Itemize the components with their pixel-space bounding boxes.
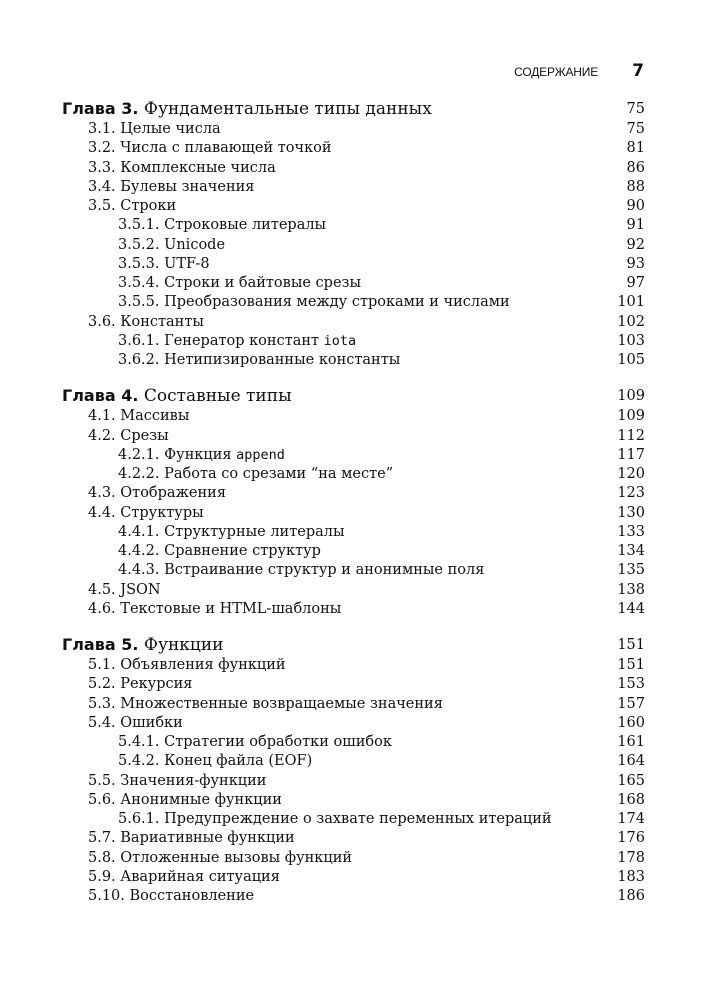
toc-entry-text: Константы [120,313,204,330]
toc-entry-number: 3.5.1. [118,217,160,234]
toc-entry-number: 3.4. [88,178,116,195]
toc-entry-text: Текстовые и HTML-шаблоны [120,600,342,617]
toc-page-number: 86 [626,159,645,176]
toc-page-number: 92 [626,236,645,253]
toc-entry-text: Сравнение структур [164,543,321,559]
toc-entry-number: 3.5.4. [118,275,160,291]
toc-entry-title [88,178,254,197]
toc-entry-number: 4.2. [88,427,116,444]
toc-entry-number: 4.3. [88,485,116,502]
toc-page-number: 151 [617,637,645,653]
toc-entry-number: 3.5.5. [118,294,160,311]
toc-page-number: 168 [617,791,645,808]
toc-entry-text: Объявления функций [120,657,286,673]
toc-chapter-title [62,98,432,120]
toc-entry[interactable] [62,542,645,561]
toc-page-number: 174 [617,811,645,827]
toc-page-number: 123 [617,485,645,502]
toc-entry-number: 5.1. [88,657,116,673]
page-number: 7 [632,61,644,81]
toc-entry[interactable] [62,427,645,446]
toc-entry[interactable] [62,313,645,332]
running-header [62,62,644,82]
toc-entry-text: Строки [120,198,177,214]
toc-chapter-name: Составные типы [143,386,292,407]
toc-chapter-heading[interactable] [62,634,645,656]
toc-entry-text: Булевы значения [120,178,255,195]
toc-entry[interactable] [62,274,645,293]
toc-entry-text: UTF-8 [164,255,210,272]
toc-chapter-name: Фундаментальные типы данных [143,99,432,119]
toc-page-number: 165 [617,772,645,789]
toc-chapter-name: Функции [143,635,224,655]
toc-entry[interactable] [62,120,645,139]
toc-entry-text: Восстановление [129,888,255,904]
toc-page-number: 178 [617,849,645,866]
toc-entry-number: 3.5.3. [118,255,160,272]
toc-entry-number: 3.6.2. [118,352,160,368]
toc-page-number: 101 [617,294,645,311]
toc-chapter-heading[interactable] [62,98,645,120]
toc-entry-title [118,255,210,274]
toc-page-number: 186 [617,888,645,904]
toc-entry-title [88,829,295,848]
toc-entry-title [88,313,204,332]
toc-page-number: 90 [626,198,645,214]
toc-entry-title [88,714,183,733]
toc-entry-text: Встраивание структур и анонимные поля [164,562,485,579]
toc-entry[interactable] [62,465,645,484]
toc-chapter-title [62,385,292,407]
toc-entry-text: Рекурсия [120,676,193,693]
toc-entry[interactable] [62,197,645,216]
toc-entry-title [88,656,286,675]
toc-entry[interactable] [62,656,645,675]
toc-entry[interactable] [62,332,645,351]
toc-entry-number: 3.6.1. [118,332,160,349]
toc-entry[interactable] [62,159,645,178]
toc-entry[interactable] [62,139,645,158]
toc-chapter-label: Глава 3. [62,99,139,118]
toc-entry-code: iota [323,332,357,349]
toc-page-number: 97 [626,275,645,291]
toc-page-number: 103 [617,332,645,349]
toc-entry-title [88,427,169,446]
toc-entry-number: 5.4. [88,714,116,731]
toc-entry[interactable] [62,504,645,523]
toc-entry-title [88,868,280,887]
toc-entry-number: 3.1. [88,121,116,137]
toc-entry[interactable] [62,675,645,694]
toc-entry-text: Числа с плавающей точкой [120,140,332,157]
toc-entry-title [88,849,352,868]
toc-entry-title [88,600,341,619]
toc-entry[interactable] [62,523,645,542]
toc-entry-number: 4.5. [88,581,116,598]
toc-page-number: 102 [617,313,645,330]
toc-entry-title [118,236,225,255]
toc-entry[interactable] [62,829,645,848]
toc-entry-number: 5.7. [88,830,116,847]
toc-entry[interactable] [62,810,645,829]
toc-entry-number: 5.10. [88,888,125,904]
toc-page-number: 93 [626,255,645,272]
toc-page-number: 161 [617,734,645,750]
toc-entry[interactable] [62,600,645,619]
toc-entry[interactable] [62,236,645,255]
toc-page-number: 109 [617,388,645,405]
toc-entry-text: Срезы [120,427,169,444]
toc-entry-number: 4.4.3. [118,562,160,579]
toc-entry-number: 4.1. [88,408,116,425]
toc-page-number: 157 [617,695,645,712]
toc-entry-text: Строки и байтовые срезы [164,275,361,291]
toc-entry-number: 5.6. [88,791,116,808]
toc-chapter-label: Глава 5. [62,635,139,654]
toc-entry-text: Генератор констант [164,332,324,349]
toc-entry-text: Массивы [120,408,190,425]
toc-entry-title [88,484,226,503]
toc-entry[interactable] [62,849,645,868]
toc-entry-text: Аварийная ситуация [120,868,280,885]
toc-entry[interactable] [62,868,645,887]
toc-entry[interactable] [62,255,645,274]
toc-entry-number: 5.4.2. [118,753,160,770]
toc-page-number: 120 [617,466,645,482]
toc-chapter-heading[interactable] [62,385,645,407]
toc-entry-title [118,523,345,542]
toc-entry-number: 4.4. [88,504,116,521]
toc-page-number: 144 [617,600,645,617]
toc-entry-title [88,139,332,158]
toc-entry-text: Предупреждение о захвате переменных итераций [164,811,552,827]
toc-entry-title [118,733,392,752]
toc-entry-number: 4.4.2. [118,543,160,559]
toc-page-number: 109 [617,408,645,425]
toc-entry-text: Структуры [120,504,204,521]
toc-page-number: 91 [626,217,645,234]
toc-entry-number: 4.6. [88,600,116,617]
toc-page-number: 75 [626,121,645,137]
toc-entry[interactable] [62,752,645,771]
toc-entry-number: 5.9. [88,868,116,885]
toc-entry-number: 4.2.1. [118,446,160,463]
toc-entry-title [118,351,400,370]
toc-entry-title [88,197,176,216]
toc-entry-text: Конец файла (EOF) [164,753,313,770]
toc-entry-text: Структурные литералы [164,523,345,540]
toc-entry[interactable] [62,351,645,370]
toc-entry-number: 5.4.1. [118,734,160,750]
toc-page-number: 88 [626,178,645,195]
toc-entry[interactable] [62,791,645,810]
running-title: СОДЕРЖАНИЕ [514,65,598,79]
toc-entry-number: 3.2. [88,140,116,157]
toc-entry-text: Стратегии обработки ошибок [164,734,392,750]
toc-entry-number: 5.5. [88,772,116,789]
toc-entry-title [118,216,326,235]
toc-entry-text: Комплексные числа [120,159,276,176]
toc-entry[interactable] [62,695,645,714]
toc-entry[interactable] [62,178,645,197]
toc-entry[interactable] [62,216,645,235]
toc-entry-number: 3.5. [88,198,116,214]
table-of-contents [62,98,645,906]
toc-entry-text: JSON [120,581,161,598]
toc-entry-title [88,407,189,426]
toc-entry-number: 3.6. [88,313,116,330]
toc-entry-number: 5.6.1. [118,811,160,827]
toc-entry-number: 4.4.1. [118,523,160,540]
toc-entry[interactable] [62,484,645,503]
toc-page-number: 117 [617,446,645,463]
toc-entry-text: Вариативные функции [120,830,295,847]
toc-entry-text: Отложенные вызовы функций [120,849,353,866]
toc-entry-title [118,465,393,484]
toc-entry-text: Функция [164,446,237,463]
toc-entry-number: 5.2. [88,676,116,693]
toc-entry[interactable] [62,581,645,600]
toc-entry-number: 5.3. [88,695,116,712]
toc-page-number: 134 [617,543,645,559]
toc-entry-text: Преобразования между строками и числами [164,294,510,311]
toc-entry[interactable] [62,293,645,312]
toc-page-number: 81 [626,140,645,157]
toc-entry-text: Строковые литералы [164,217,327,234]
toc-page-number: 164 [617,753,645,770]
toc-entry-title [88,504,204,523]
toc-entry-title [118,274,361,293]
toc-chapter [62,634,645,906]
toc-entry-number: 3.3. [88,159,116,176]
toc-entry-title [118,293,510,312]
toc-entry-title [88,120,221,139]
toc-entry[interactable] [62,733,645,752]
toc-page-number: 105 [617,352,645,368]
toc-entry-text: Работа со срезами “на месте” [164,466,394,482]
toc-chapter-title [62,634,224,656]
toc-entry-title [88,695,443,714]
toc-entry-title [88,581,161,600]
toc-entry-number: 4.2.2. [118,466,160,482]
toc-entry-code: append [236,446,285,463]
toc-chapter [62,98,645,370]
toc-entry-number: 3.5.2. [118,236,160,253]
toc-entry-text: Unicode [164,236,226,253]
toc-page-number: 130 [617,504,645,521]
toc-entry-title [88,159,276,178]
toc-page-number: 135 [617,562,645,579]
toc-entry-text: Целые числа [120,121,221,137]
toc-entry-title [118,446,285,465]
toc-page-number: 138 [617,581,645,598]
toc-entry-title [118,561,484,580]
toc-entry[interactable] [62,714,645,733]
toc-page-number: 112 [617,427,645,444]
toc-entry-title [88,675,192,694]
toc-entry[interactable] [62,887,645,906]
toc-entry-title [118,332,356,351]
toc-entry-text: Множественные возвращаемые значения [120,695,443,712]
toc-page-number: 153 [617,676,645,693]
toc-entry-title [118,810,552,829]
toc-entry-number: 5.8. [88,849,116,866]
toc-entry-text: Значения-функции [120,772,267,789]
toc-entry[interactable] [62,446,645,465]
toc-page-number: 75 [626,101,645,117]
toc-entry-title [88,887,254,906]
toc-entry-title [118,752,312,771]
toc-entry-text: Анонимные функции [120,791,282,808]
toc-chapter-label: Глава 4. [62,386,139,406]
toc-entry[interactable] [62,561,645,580]
toc-entry-title [88,791,282,810]
toc-entry-text: Нетипизированные константы [164,352,401,368]
toc-page-number: 160 [617,714,645,731]
toc-entry-title [88,772,266,791]
toc-entry[interactable] [62,772,645,791]
toc-page-number: 183 [617,868,645,885]
toc-entry-title [118,542,321,561]
toc-page-number: 151 [617,657,645,673]
toc-entry[interactable] [62,407,645,426]
toc-entry-text: Ошибки [120,714,183,731]
toc-page-number: 133 [617,523,645,540]
toc-page-number: 176 [617,830,645,847]
toc-entry-text: Отображения [120,485,226,502]
toc-chapter [62,385,645,619]
